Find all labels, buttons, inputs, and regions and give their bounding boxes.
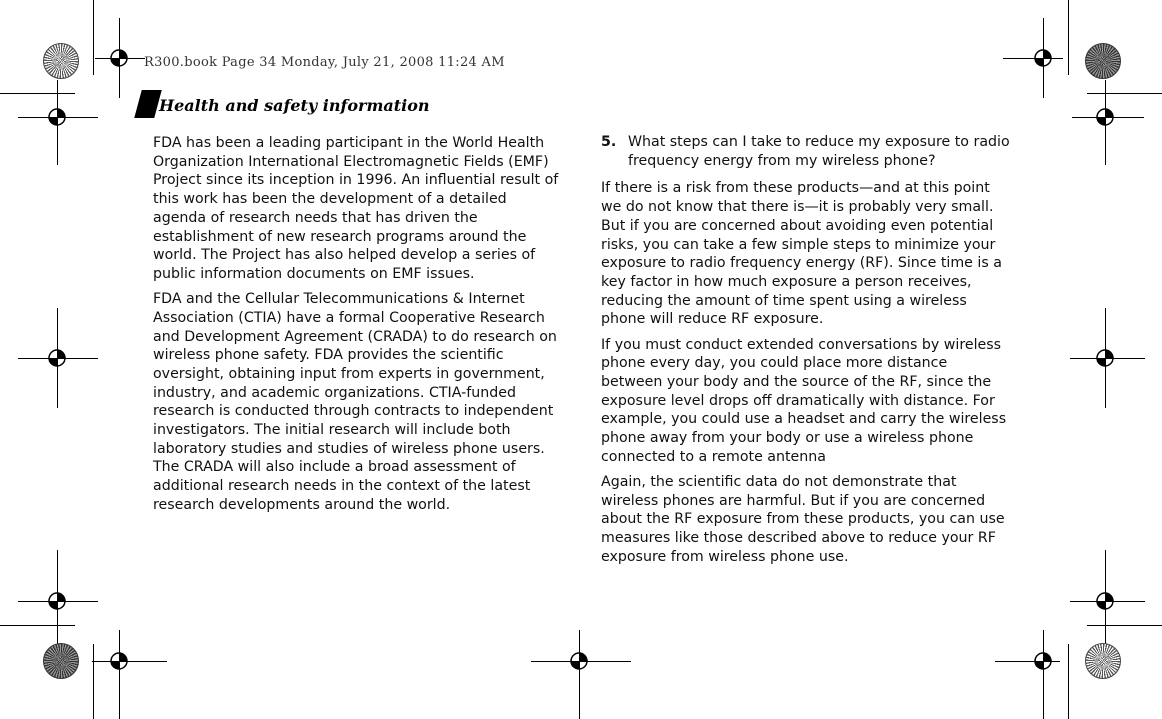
registration-target-icon — [1094, 590, 1116, 612]
registration-target-icon — [46, 106, 68, 128]
registration-line — [579, 630, 580, 719]
star-target-icon — [43, 643, 79, 679]
faq-question — [601, 133, 1011, 170]
crop-mark — [93, 0, 94, 75]
paragraph: FDA and the Cellular Telecommunications & Internet Association (CTIA) have a formal Cooperative Research and Development Agreement (CRADA) to do research on wireless phone safety. FDA provides the scientific oversight, obtaining input from experts in government, industry, and academic organizations. CTIA-funded research is conducted through contracts to independent investigators. The initial research will include both laboratory studies and studies of wireless phone users. The CRADA will also include a broad assessment of additional research needs in the context of the latest research developments around the world. — [153, 291, 557, 513]
left-column — [153, 134, 563, 521]
registration-target-icon — [46, 347, 68, 369]
star-target-icon — [1085, 643, 1121, 679]
section-title: Health and safety information — [159, 96, 430, 115]
crop-mark — [1087, 625, 1162, 626]
paragraph: Again, the scientific data do not demonstrate that wireless phones are harmful. But if you are concerned about the RF exposure from these products, you can use measures like those described above to reduce your RF exposure from wireless phone use. — [601, 473, 1005, 565]
crop-mark — [93, 644, 94, 719]
crop-mark — [0, 625, 75, 626]
section-marker — [134, 90, 162, 118]
registration-target-icon — [1094, 106, 1116, 128]
crop-mark — [1068, 0, 1069, 75]
registration-line — [119, 630, 120, 719]
star-target-icon — [43, 43, 79, 79]
registration-target-icon — [46, 590, 68, 612]
crop-mark — [1068, 644, 1069, 719]
crop-mark — [0, 93, 75, 94]
registration-line — [1043, 630, 1044, 719]
crop-mark — [1087, 93, 1162, 94]
star-target-icon — [1085, 43, 1121, 79]
right-column — [601, 133, 1011, 573]
registration-target-icon — [1094, 347, 1116, 369]
paragraph: If you must conduct extended conversations by wireless phone every day, you could place more distance between your body and the source of the RF, since the exposure level drops off dramatically with distance. For example, you could use a headset and carry the wireless phone away from your body or use a wireless phone connected to a remote antenna — [601, 336, 1007, 465]
registration-target-icon — [1032, 47, 1054, 69]
registration-target-icon — [1032, 650, 1054, 672]
print-slug: R300.book Page 34 Monday, July 21, 2008 11:24 AM — [144, 55, 505, 70]
registration-target-icon — [568, 650, 590, 672]
registration-target-icon — [108, 47, 130, 69]
registration-target-icon — [108, 650, 130, 672]
paragraph: FDA has been a leading participant in the World Health Organization International Electromagnetic Fields (EMF) Project since its inception in 1996. An influential result of this work has been the development of a detailed agenda of research needs that has driven the establishment of new research programs around the world. The Project has also helped develop a series of public information documents on EMF issues. — [153, 135, 559, 282]
question-number: 5. — [601, 134, 617, 150]
question-text: What steps can I take to reduce my exposure to radio frequency energy from my wireless phone? — [628, 134, 1010, 169]
paragraph: If there is a risk from these products—and at this point we do not know that there is—it is probably very small. But if you are concerned about avoiding even potential risks, you can take a few simple steps to minimize your exposure to radio frequency energy (RF). Since time is a key factor in how much exposure a person receives, reducing the amount of time spent using a wireless phone will reduce RF exposure. — [601, 180, 1002, 328]
